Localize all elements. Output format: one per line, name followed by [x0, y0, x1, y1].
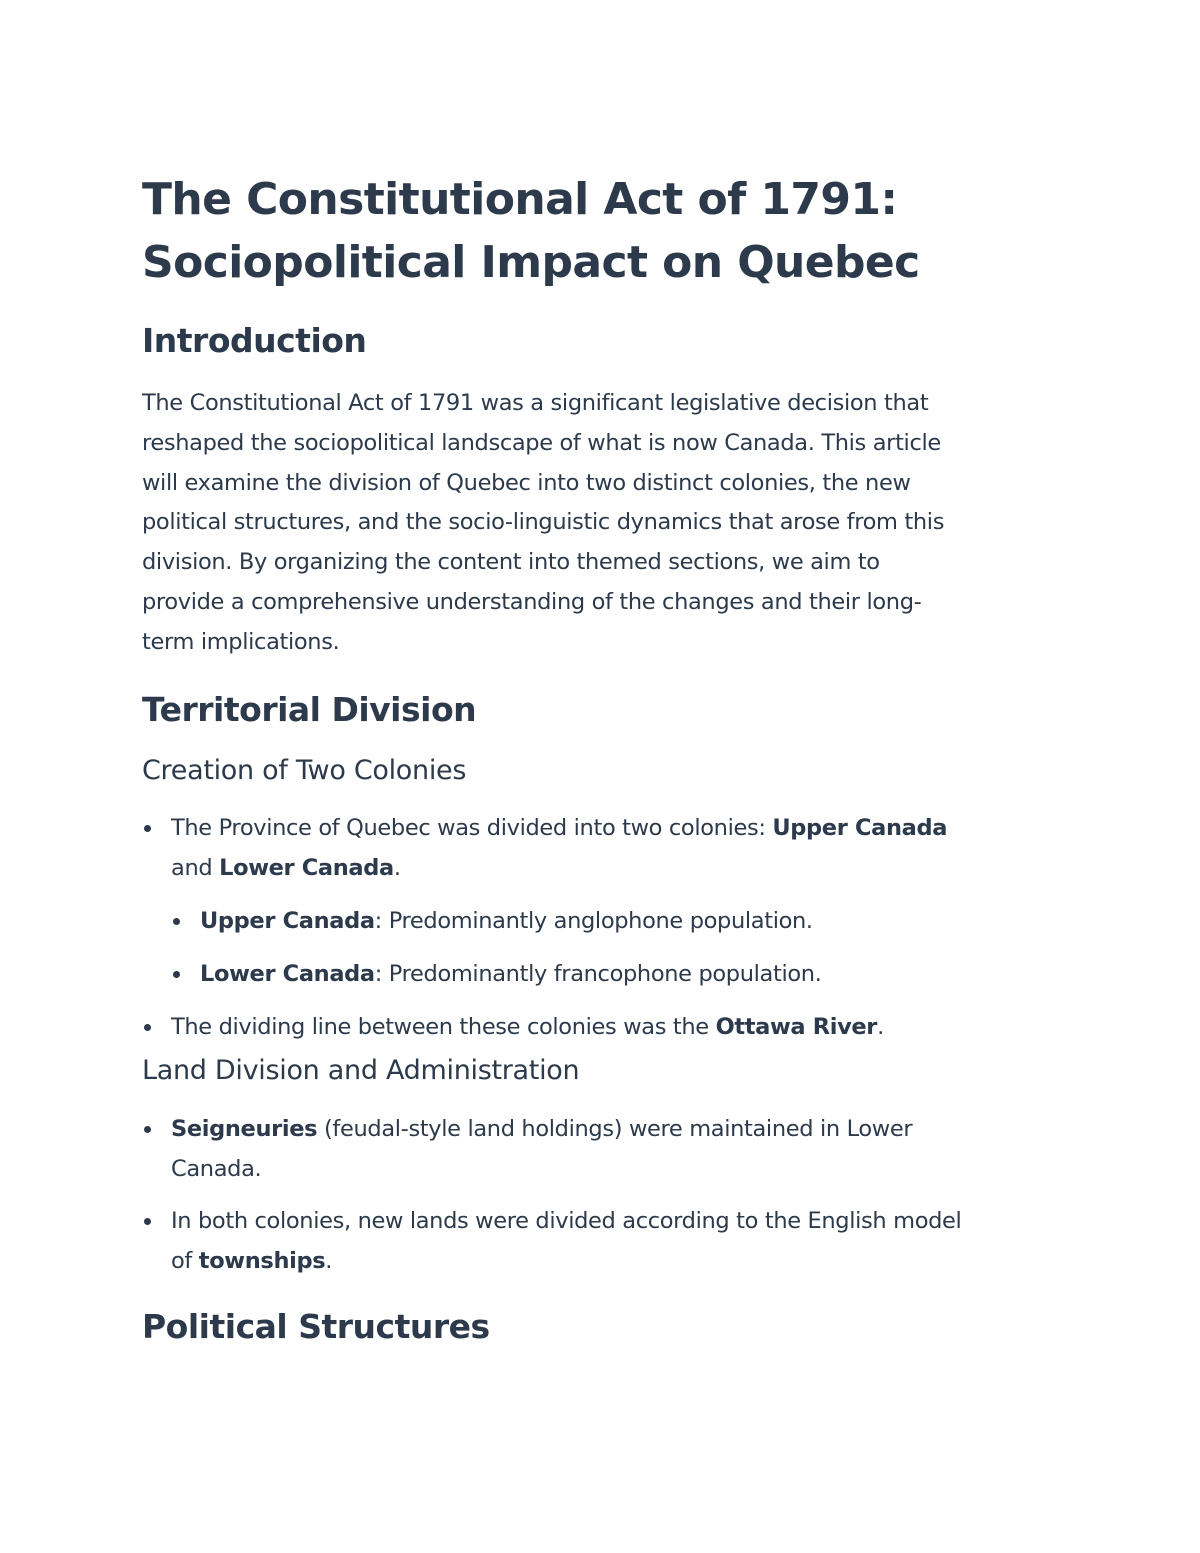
bullet-dot-icon — [173, 971, 180, 978]
list-item — [142, 1007, 1062, 1047]
list-item — [142, 1201, 1062, 1281]
list-item-line: Canada. — [171, 1155, 262, 1182]
creation-of-two-colonies-heading: Creation of Two Colonies — [142, 754, 467, 786]
bold-term: Upper Canada — [200, 907, 375, 934]
intro-line: term implications. — [142, 628, 340, 655]
bullet-dot-icon — [144, 1024, 151, 1031]
bullet-dot-icon — [144, 1218, 151, 1225]
land-division-heading: Land Division and Administration — [142, 1054, 580, 1086]
bold-term: Ottawa River — [715, 1013, 878, 1040]
political-structures-heading: Political Structures — [142, 1306, 490, 1346]
bold-term: Seigneuries — [171, 1115, 318, 1142]
bold-term: Lower Canada — [219, 854, 394, 881]
intro-line: reshaped the sociopolitical landscape of what is now Canada. This article — [142, 429, 941, 456]
list-item-line: of townships. — [171, 1247, 333, 1274]
intro-line: political structures, and the socio-linguistic dynamics that arose from this — [142, 509, 945, 536]
title-line-1: The Constitutional Act of 1791: — [142, 174, 898, 225]
intro-line: The Constitutional Act of 1791 was a significant legislative decision that — [142, 390, 929, 416]
list-item-line: The dividing line between these colonies was the Ottawa River. — [171, 1013, 884, 1040]
bullet-dot-icon — [173, 918, 180, 925]
bold-term: Lower Canada — [200, 960, 375, 987]
list-item-line: In both colonies, new lands were divided according to the English model — [171, 1207, 962, 1234]
introduction-paragraph — [142, 384, 1062, 663]
nested-list-item — [142, 954, 1062, 994]
list-item-line: Lower Canada: Predominantly francophone population. — [200, 960, 822, 987]
document-title — [142, 168, 1062, 294]
bold-term: Upper Canada — [772, 814, 948, 841]
title-line-2: Sociopolitical Impact on Quebec — [142, 237, 920, 288]
territorial-division-heading: Territorial Division — [142, 689, 477, 729]
bullet-dot-icon — [144, 825, 151, 832]
bold-term: townships — [198, 1247, 326, 1274]
bullet-dot-icon — [144, 1126, 151, 1133]
creation-bullet-list — [142, 808, 1062, 1047]
list-item-line: and Lower Canada. — [171, 854, 401, 881]
nested-list-item — [142, 901, 1062, 941]
document-page — [142, 168, 1062, 1347]
intro-line: will examine the division of Quebec into two distinct colonies, the new — [142, 469, 911, 496]
list-item-line: The Province of Quebec was divided into two colonies: Upper Canada — [171, 814, 948, 841]
list-item — [142, 1109, 1062, 1189]
intro-line: provide a comprehensive understanding of the changes and their long- — [142, 588, 922, 615]
list-item-line: Upper Canada: Predominantly anglophone population. — [200, 907, 813, 934]
introduction-heading: Introduction — [142, 321, 367, 360]
land-bullet-list — [142, 1109, 1062, 1281]
intro-line: division. By organizing the content into themed sections, we aim to — [142, 549, 880, 576]
list-item — [142, 808, 1062, 888]
list-item-line: Seigneuries (feudal-style land holdings) were maintained in Lower — [171, 1115, 913, 1142]
